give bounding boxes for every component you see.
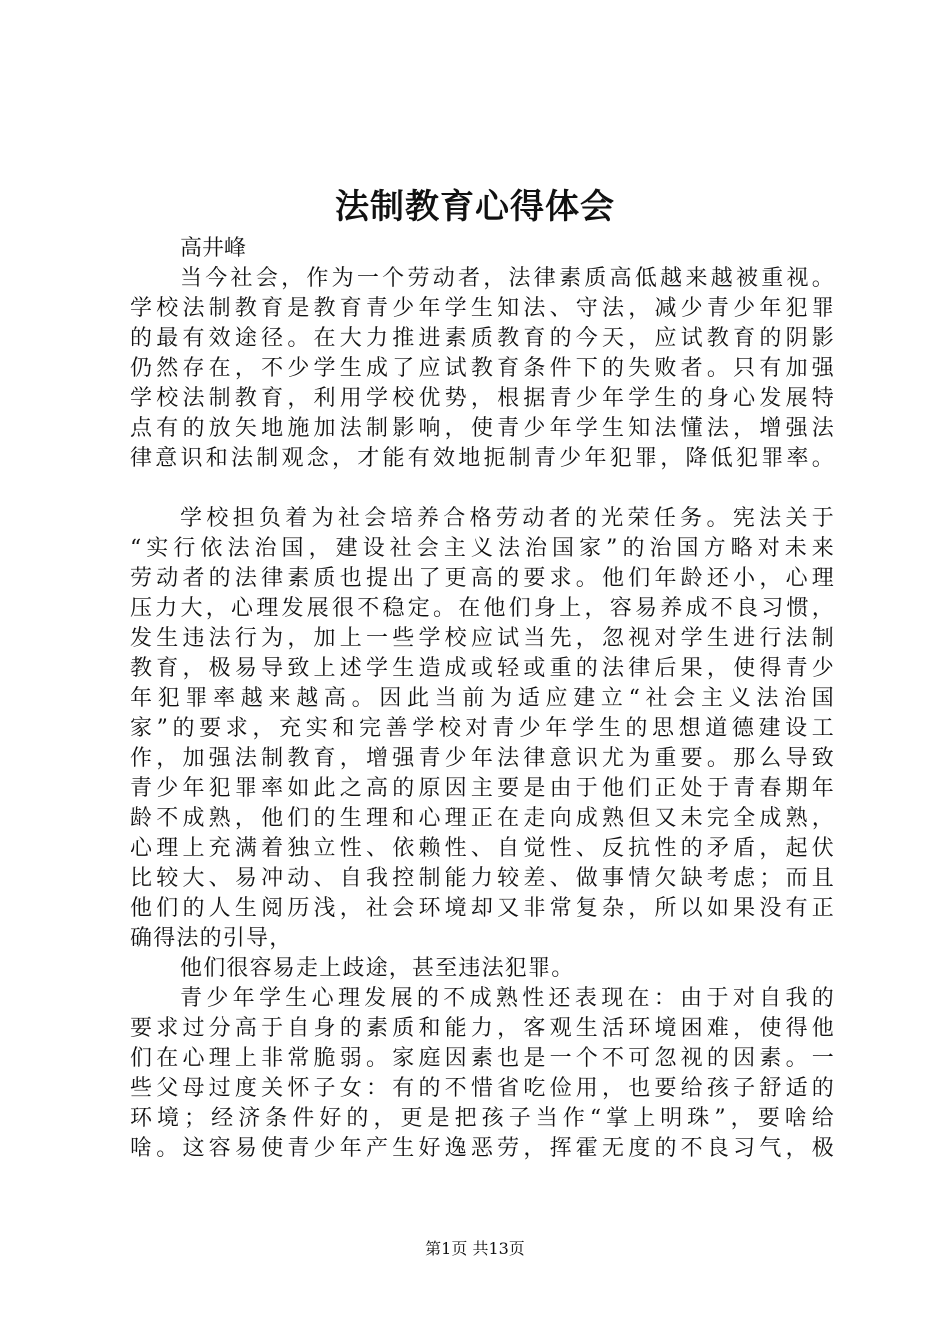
paragraph <box>130 264 835 474</box>
text-line: 青少年犯罪率如此之高的原因主要是由于他们正处于青春期年 <box>130 776 835 801</box>
paragraph-spacer <box>130 474 835 504</box>
text-line: 确得法的引导， <box>130 926 293 951</box>
text-line: 环境；经济条件好的，更是把孩子当作“掌上明珠”，要啥给 <box>130 1106 835 1131</box>
author-name: 高井峰 <box>180 236 247 261</box>
text-line: 教育，极易导致上述学生造成或轻或重的法律后果，使得青少 <box>130 656 835 681</box>
text-line: 学校担负着为社会培养合格劳动者的光荣任务。宪法关于 <box>180 506 835 531</box>
text-line: 家”的要求，充实和完善学校对青少年学生的思想道德建设工 <box>130 716 835 741</box>
text-line: 他们的人生阅历浅，社会环境却又非常复杂，所以如果没有正 <box>130 896 835 921</box>
text-line: 年犯罪率越来越高。因此当前为适应建立“社会主义法治国 <box>130 686 835 711</box>
text-line: 学校法制教育，利用学校优势，根据青少年学生的身心发展特 <box>130 386 835 411</box>
text-line: 些父母过度关怀子女：有的不惜省吃俭用，也要给孩子舒适的 <box>130 1076 835 1101</box>
text-line: 学校法制教育是教育青少年学生知法、守法，减少青少年犯罪 <box>130 296 835 321</box>
paragraph <box>130 984 835 1164</box>
text-line: 要求过分高于自身的素质和能力，客观生活环境困难，使得他 <box>130 1016 835 1041</box>
paragraph <box>130 954 835 984</box>
text-line: “实行依法治国，建设社会主义法治国家”的治国方略对未来 <box>130 536 835 561</box>
text-line: 劳动者的法律素质也提出了更高的要求。他们年龄还小，心理 <box>130 566 835 591</box>
text-line: 心理上充满着独立性、依赖性、自觉性、反抗性的矛盾，起伏 <box>130 836 835 861</box>
text-line: 他们很容易走上歧途，甚至违法犯罪。 <box>180 956 575 981</box>
text-line: 当今社会，作为一个劳动者，法律素质高低越来越被重视。 <box>180 266 835 291</box>
text-line: 啥。这容易使青少年产生好逸恶劳，挥霍无度的不良习气，极 <box>130 1136 835 1161</box>
text-line: 龄不成熟，他们的生理和心理正在走向成熟但又未完全成熟， <box>130 806 835 831</box>
page-number-footer: 第1页 共13页 <box>425 1239 525 1258</box>
text-line: 仍然存在，不少学生成了应试教育条件下的失败者。只有加强 <box>130 356 835 381</box>
text-line: 发生违法行为，加上一些学校应试当先，忽视对学生进行法制 <box>130 626 835 651</box>
text-line: 律意识和法制观念，才能有效地扼制青少年犯罪，降低犯罪率。 <box>130 446 835 471</box>
text-line: 比较大、易冲动、自我控制能力较差、做事情欠缺考虑；而且 <box>130 866 835 891</box>
text-line: 的最有效途径。在大力推进素质教育的今天，应试教育的阴影 <box>130 326 835 351</box>
document-title: 法制教育心得体会 <box>335 187 615 227</box>
text-line: 青少年学生心理发展的不成熟性还表现在：由于对自我的 <box>180 986 835 1011</box>
text-line: 们在心理上非常脆弱。家庭因素也是一个不可忽视的因素。一 <box>130 1046 835 1071</box>
document-body <box>130 234 835 1164</box>
text-line: 作，加强法制教育，增强青少年法律意识尤为重要。那么导致 <box>130 746 835 771</box>
text-line: 压力大，心理发展很不稳定。在他们身上，容易养成不良习惯， <box>130 596 835 621</box>
paragraph <box>130 504 835 954</box>
text-line: 点有的放矢地施加法制影响，使青少年学生知法懂法，增强法 <box>130 416 835 441</box>
